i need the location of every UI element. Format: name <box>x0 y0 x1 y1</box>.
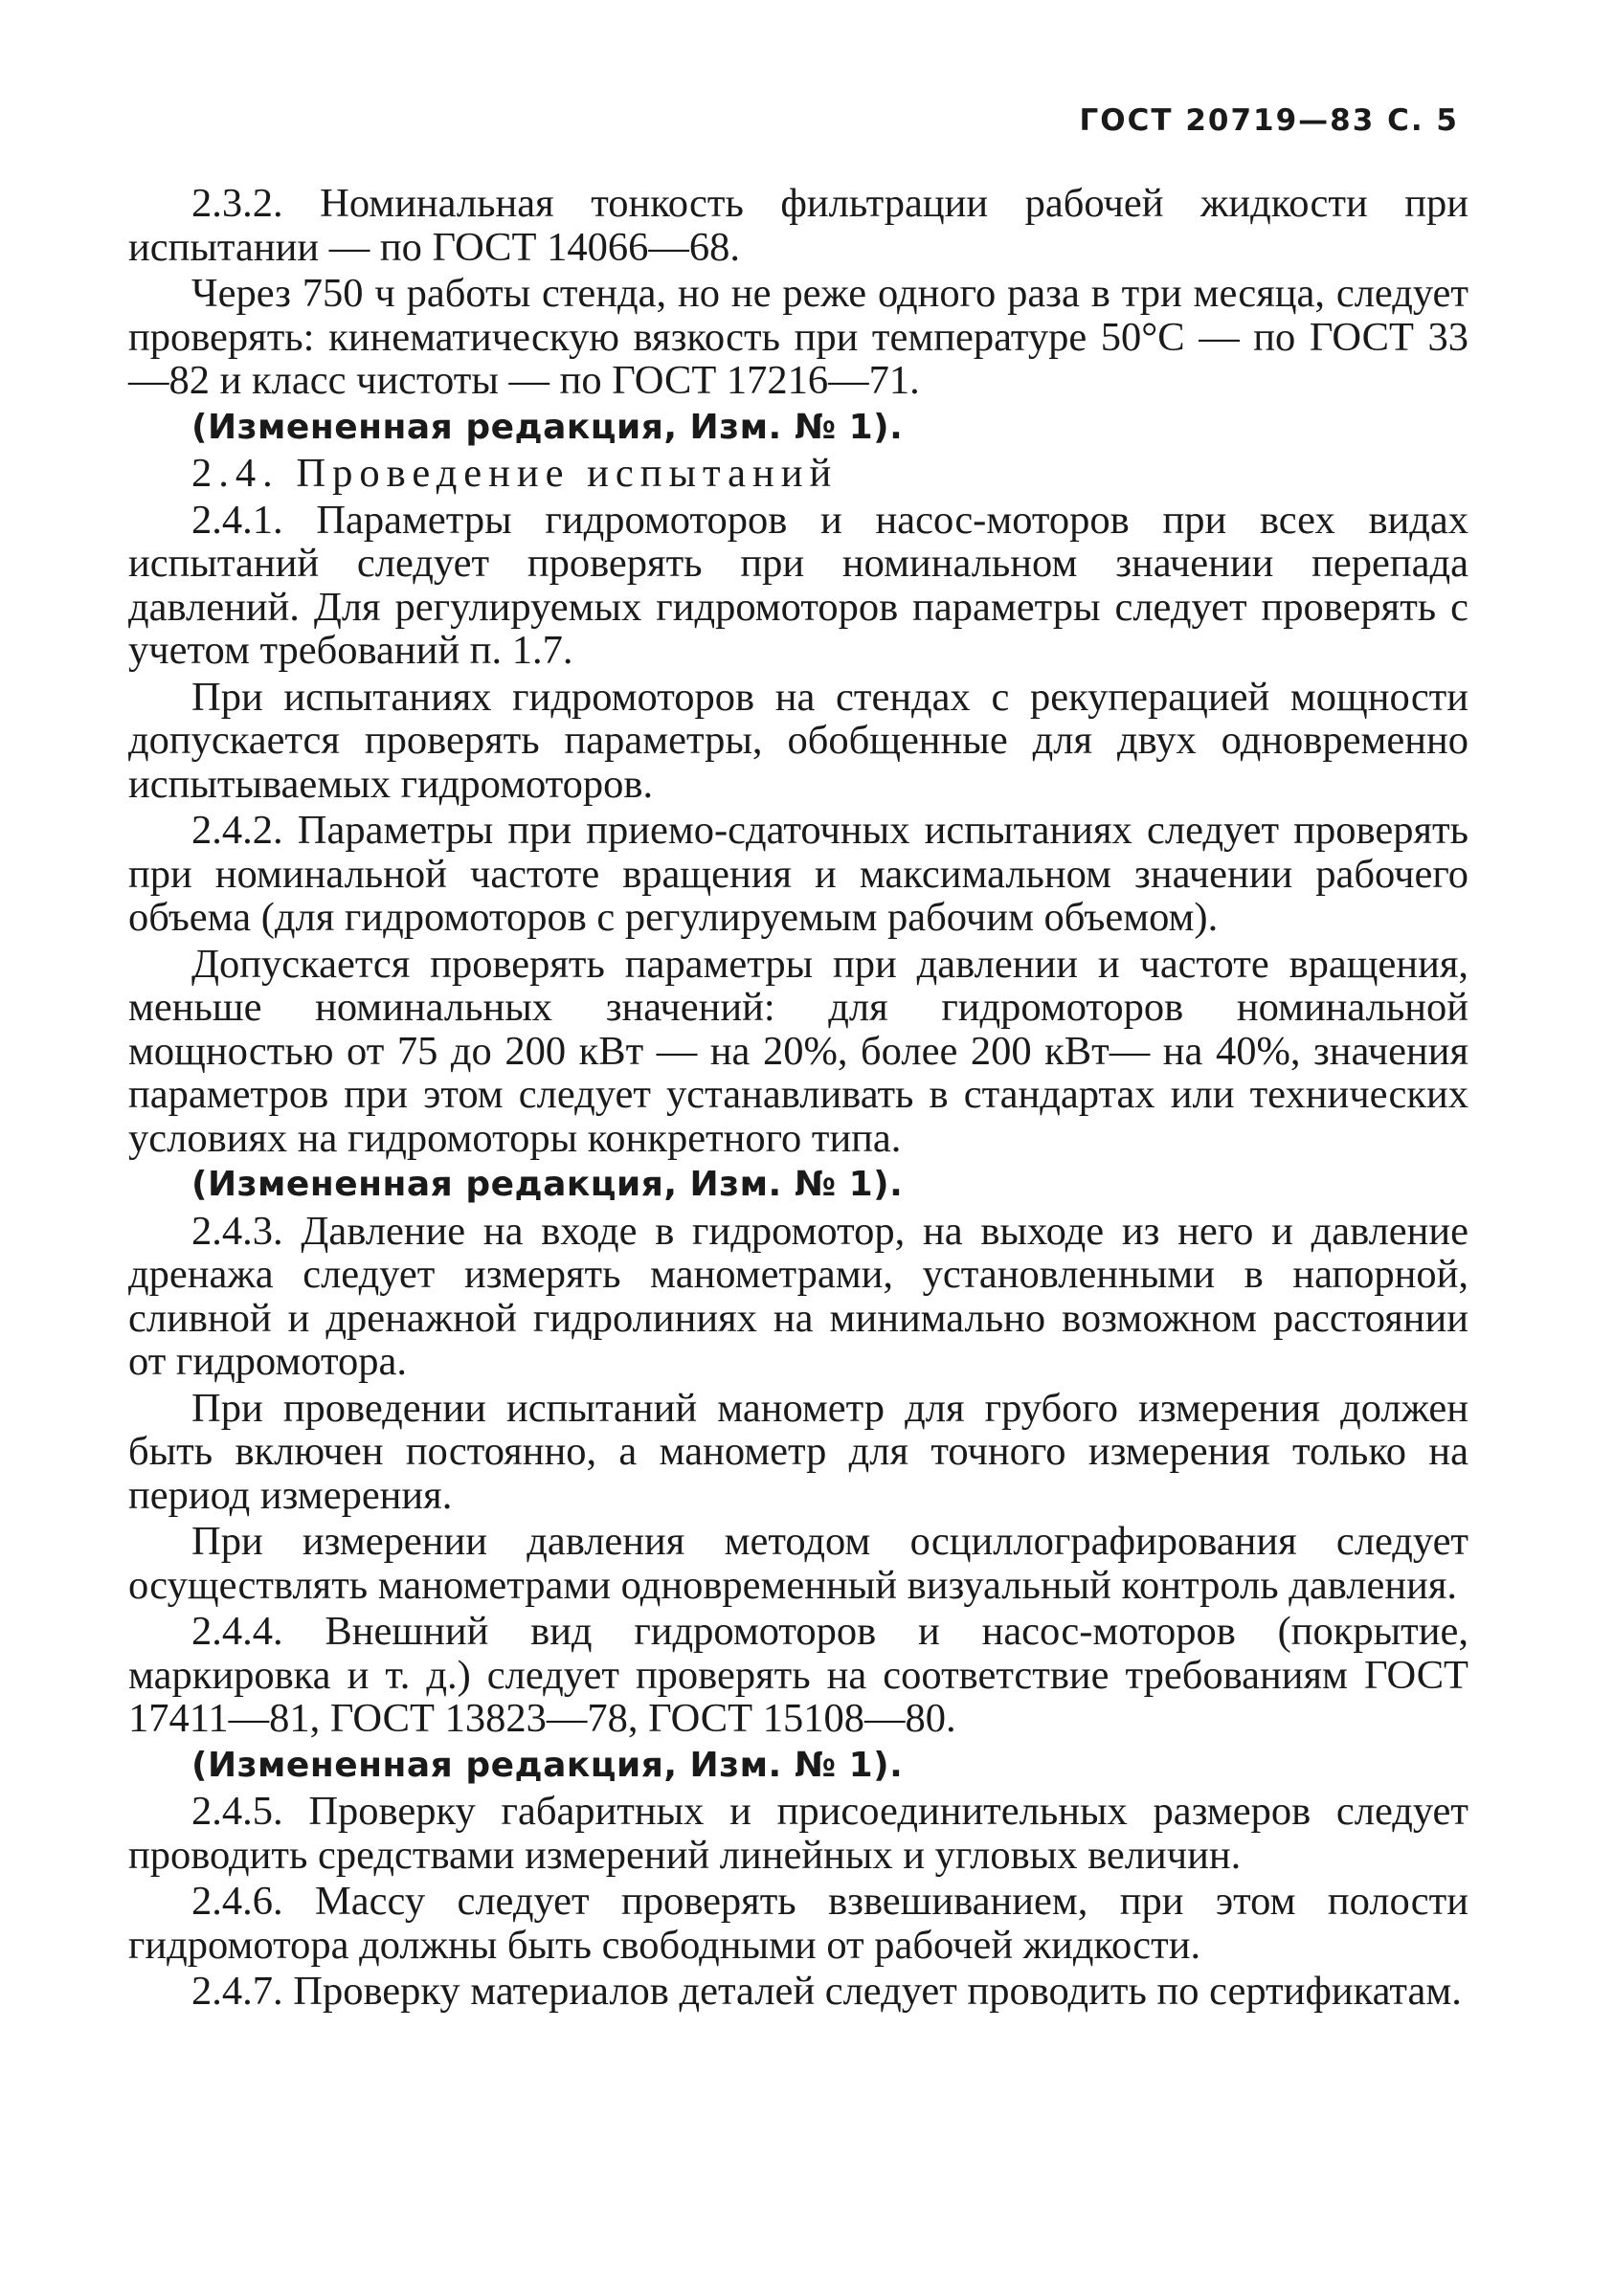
paragraph-manometer: При проведении испытаний манометр для грубого измерения должен быть включен постоянно, а манометр для точного измерения только на период измерения. <box>128 1385 1468 1518</box>
paragraph-2-4-4: 2.4.4. Внешний вид гидромоторов и насос-моторов (покрытие, маркировка и т. д.) следует проверять на соответствие требованиям ГОСТ 17411—81, ГОСТ 13823—78, ГОСТ 15108—80. <box>128 1609 1468 1741</box>
paragraph-2-4-5: 2.4.5. Проверку габаритных и присоединительных размеров следует проводить средствами измерений линейных и угловых величин. <box>128 1789 1468 1878</box>
paragraph-2-4-2: 2.4.2. Параметры при приемо-сдаточных испытаниях следует проверять при номинальной частоте вращения и максимальном значении рабочего объема (для гидромоторов с регулируемым рабочим объемом). <box>128 808 1468 940</box>
page-header: ГОСТ 20719—83 С. 5 <box>1079 103 1459 138</box>
paragraph-reduced-parameters: Допускается проверять параметры при давлении и частоте вращения, меньше номинальных значений: для гидромоторов номинальной мощностью от 75 до 200 кВт — на 20%, более 200 кВт— на 40%, значения параметров при этом следует устанавливать в стандартах или технических условиях на гидромоторы конкретного типа. <box>128 941 1468 1161</box>
amendment-note: (Измененная редакция, Изм. № 1). <box>191 1745 904 1785</box>
paragraph-2-3-2: 2.3.2. Номинальная тонкость фильтрации рабочей жидкости при испытании — по ГОСТ 14066—68. <box>128 181 1468 270</box>
amendment-note: (Измененная редакция, Изм. № 1). <box>191 1165 904 1204</box>
document-body <box>128 182 1468 2017</box>
paragraph-2-4-7: 2.4.7. Проверку материалов деталей следует проводить по сертификатам. <box>191 1969 1462 2014</box>
amendment-note: (Измененная редакция, Изм. № 1). <box>191 407 904 447</box>
paragraph-2-4-1: 2.4.1. Параметры гидромоторов и насос-моторов при всех видах испытаний следует проверять при номинальном значении перепада давлений. Для регулируемых гидромоторов параметры следует проверять с учетом требований п. 1.7. <box>128 497 1468 673</box>
paragraph-recuperation: При испытаниях гидромоторов на стендах с рекуперацией мощности допускается проверять параметры, обобщенные для двух одновременно испытываемых гидромоторов. <box>128 674 1468 807</box>
paragraph-2-4-6: 2.4.6. Массу следует проверять взвешиванием, при этом полости гидромотора должны быть свободными от рабочей жидкости. <box>128 1879 1468 1968</box>
paragraph-viscosity-check: Через 750 ч работы стенда, но не реже одного раза в три месяца, следует проверять: кинематическую вязкость при температуре 50°С — по ГОСТ 33—82 и класс чистоты — по ГОСТ 17216—71. <box>128 271 1468 403</box>
paragraph-2-4-3: 2.4.3. Давление на входе в гидромотор, на выходе из него и давление дренажа следует измерять манометрами, установленными в напорной, сливной и дренажной гидролиниях на минимально возможном расстоянии от гидромотора. <box>128 1208 1468 1384</box>
paragraph-oscillography: При измерении давления методом осциллографирования следует осуществлять манометрами одновременный визуальный контроль давления. <box>128 1519 1468 1608</box>
section-heading-2-4: 2.4. Проведение испытаний <box>191 451 839 496</box>
